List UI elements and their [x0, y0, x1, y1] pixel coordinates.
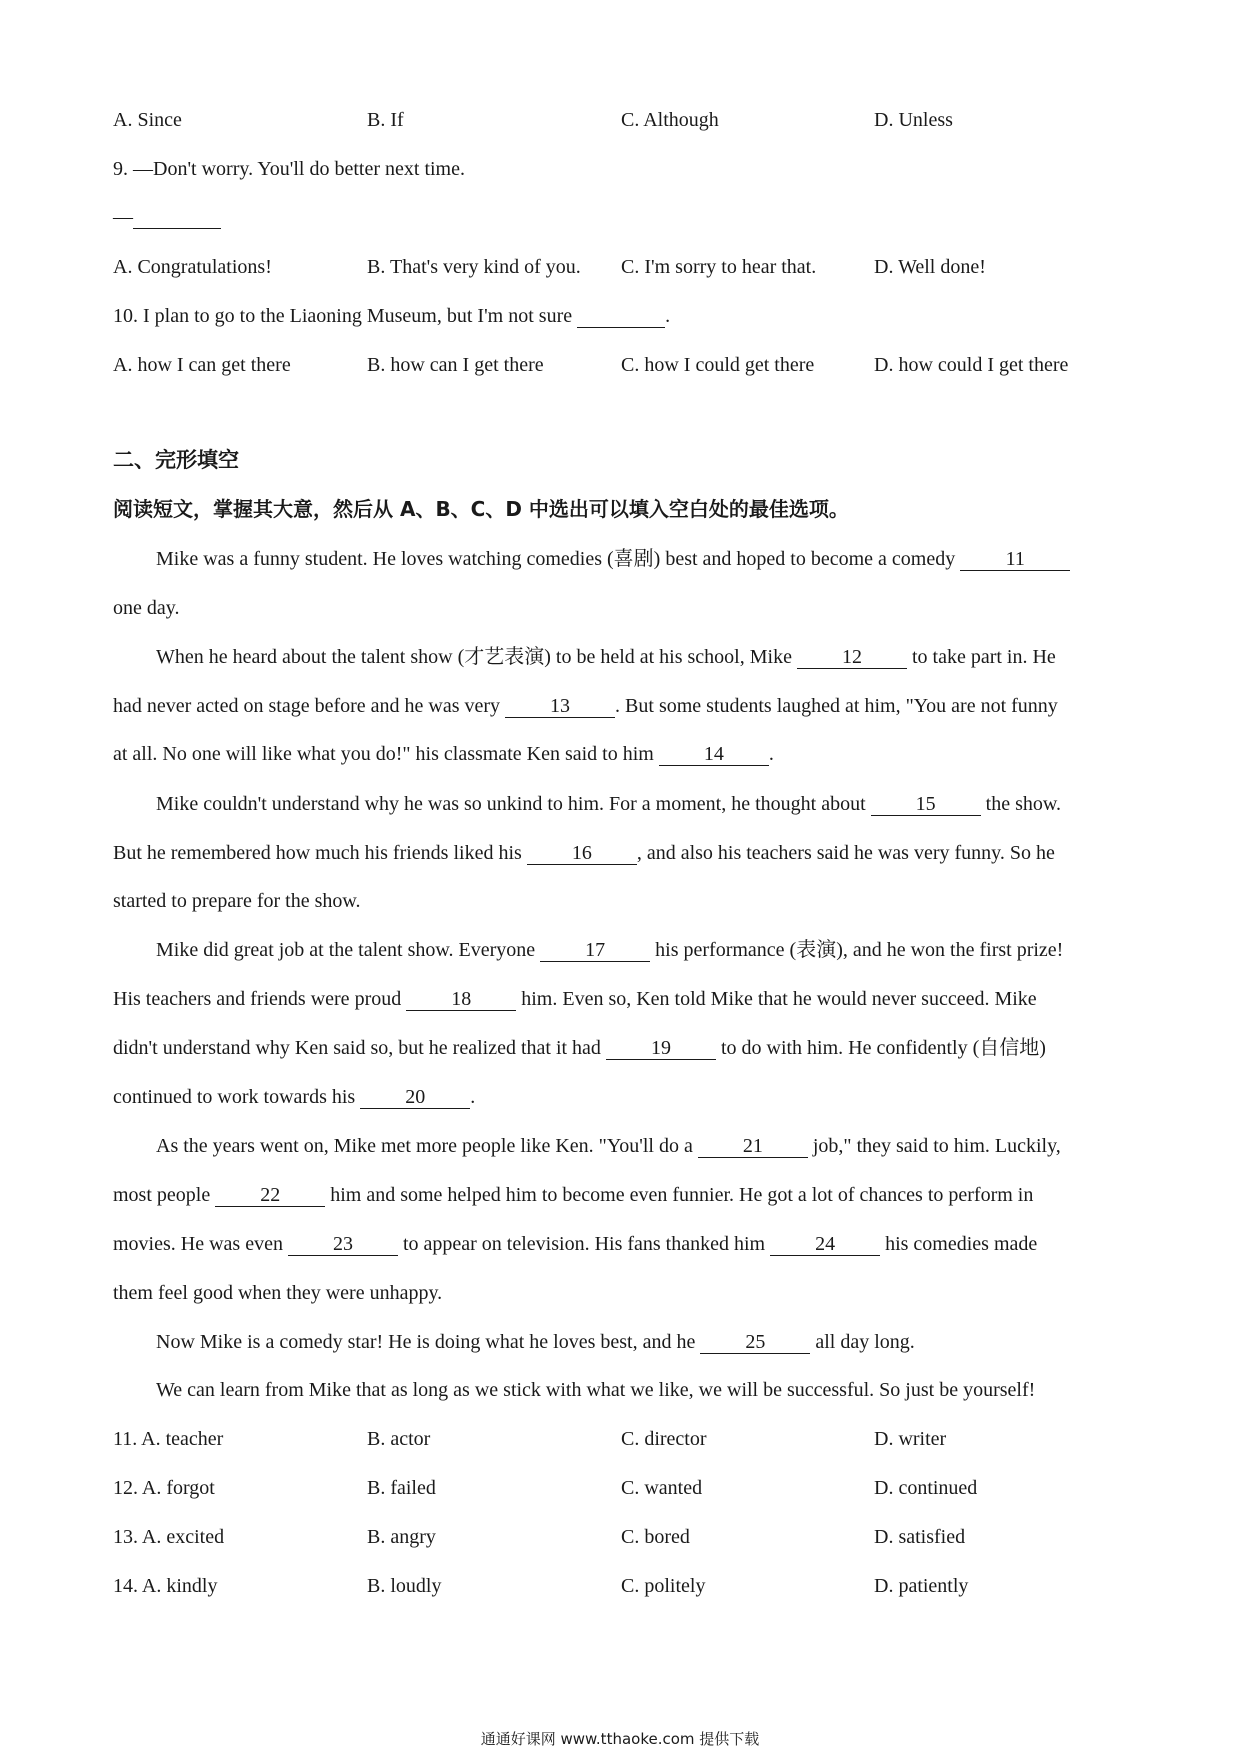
passage-line — [156, 937, 1063, 963]
q9-dash: — — [113, 206, 133, 228]
q10-option-a: A. how I can get there — [113, 354, 291, 376]
q12-option-c: C. wanted — [621, 1477, 703, 1499]
passage-text: . — [768, 743, 774, 765]
q13-option-b: B. angry — [367, 1526, 436, 1548]
q9-stem: 9. —Don't worry. You'll do better next time. — [113, 158, 465, 180]
q10-stem — [113, 303, 670, 329]
q10-options — [113, 352, 1133, 378]
passage-line: one day. — [113, 597, 180, 619]
q11-option-d: D. writer — [874, 1428, 947, 1450]
q9-options — [113, 254, 1133, 280]
passage-text: Now Mike is a comedy star! He is doing what he loves best, and he — [156, 1331, 701, 1353]
blank-12: 12 — [797, 646, 907, 669]
passage-line — [113, 986, 1037, 1012]
blank-11: 11 — [960, 548, 1070, 571]
passage-line — [113, 840, 1055, 866]
q14-option-a: 14. A. kindly — [113, 1575, 218, 1597]
passage-text: , and also his teachers said he was very funny. So he — [636, 842, 1055, 864]
blank-14: 14 — [659, 743, 769, 766]
passage-text: all day long. — [810, 1331, 915, 1353]
q8-option-d: D. Unless — [874, 109, 953, 131]
q8-option-a: A. Since — [113, 109, 182, 131]
passage-line — [156, 1133, 1061, 1159]
blank-21: 21 — [698, 1135, 808, 1158]
q10-option-c: C. how I could get there — [621, 354, 815, 376]
q13-option-c: C. bored — [621, 1526, 690, 1548]
q9-option-c: C. I'm sorry to hear that. — [621, 256, 817, 278]
passage-text: As the years went on, Mike met more people like Ken. "You'll do a — [156, 1135, 698, 1157]
passage-line — [113, 1182, 1033, 1208]
q11-option-c: C. director — [621, 1428, 707, 1450]
q11-option-b: B. actor — [367, 1428, 431, 1450]
page-footer: 通通好课网 www.tthaoke.com 提供下载 — [480, 1730, 760, 1748]
passage-text: his comedies made — [880, 1233, 1038, 1255]
q13-option-a: 13. A. excited — [113, 1526, 225, 1548]
q12-option-a: 12. A. forgot — [113, 1477, 215, 1499]
q8-options — [113, 107, 1133, 133]
q14-options — [113, 1573, 1133, 1599]
blank-19: 19 — [606, 1037, 716, 1060]
passage-text: his performance (表演), and he won the first prize! — [650, 939, 1064, 961]
passage-text: movies. He was even — [113, 1233, 288, 1255]
passage-text: to appear on television. His fans thanked him — [397, 1233, 771, 1255]
q8-option-b: B. If — [367, 109, 404, 131]
section-title: 二、完形填空 — [113, 448, 239, 472]
section-instruction: 阅读短文，掌握其大意，然后从 A、B、C、D 中选出可以填入空白处的最佳选项。 — [113, 497, 849, 521]
passage-text: him and some helped him to become even funnier. He got a lot of chances to perform in — [325, 1184, 1034, 1206]
passage-line — [156, 791, 1061, 817]
blank-22: 22 — [215, 1184, 325, 1207]
passage-line — [113, 1035, 1046, 1061]
passage-text: had never acted on stage before and he was very — [113, 695, 506, 717]
passage-text: at all. No one will like what you do!" his classmate Ken said to him — [113, 743, 659, 765]
passage-text: His teachers and friends were proud — [113, 988, 407, 1010]
q13-options — [113, 1524, 1133, 1550]
q11-options — [113, 1426, 1133, 1452]
passage-line: them feel good when they were unhappy. — [113, 1282, 443, 1304]
q9-option-b: B. That's very kind of you. — [367, 256, 581, 278]
q9-option-d: D. Well done! — [874, 256, 986, 278]
blank-23: 23 — [288, 1233, 398, 1256]
q8-option-c: C. Although — [621, 109, 719, 131]
blank-18: 18 — [406, 988, 516, 1011]
passage-text: Mike couldn't understand why he was so unkind to him. For a moment, he thought about — [156, 793, 871, 815]
q11-option-a: 11. A. teacher — [113, 1428, 224, 1450]
q9-option-a: A. Congratulations! — [113, 256, 272, 278]
blank-15: 15 — [871, 793, 981, 816]
q13-option-d: D. satisfied — [874, 1526, 966, 1548]
passage-text: Mike did great job at the talent show. Everyone — [156, 939, 541, 961]
q10-stem-text: 10. I plan to go to the Liaoning Museum, but I'm not sure — [113, 305, 578, 327]
passage-text: job," they said to him. Luckily, — [807, 1135, 1061, 1157]
q10-option-b: B. how can I get there — [367, 354, 544, 376]
passage-text: continued to work towards his — [113, 1086, 361, 1108]
q10-option-d: D. how could I get there — [874, 354, 1069, 376]
passage-line: We can learn from Mike that as long as we stick with what we like, we will be successful. So just be yourself! — [156, 1379, 1036, 1401]
passage-text: most people — [113, 1184, 216, 1206]
passage-line — [156, 1329, 915, 1355]
passage-text: to do with him. He confidently (自信地) — [715, 1037, 1046, 1059]
passage-text: . — [470, 1086, 476, 1108]
blank-16: 16 — [527, 842, 637, 865]
blank-13: 13 — [505, 695, 615, 718]
passage-line — [113, 1084, 475, 1110]
blank-20: 20 — [360, 1086, 470, 1109]
passage-text: didn't understand why Ken said so, but he realized that it had — [113, 1037, 606, 1059]
blank-25: 25 — [700, 1331, 810, 1354]
passage-text: . But some students laughed at him, "You are not funny — [615, 695, 1058, 717]
passage-text: him. Even so, Ken told Mike that he would never succeed. Mike — [516, 988, 1037, 1010]
passage-text: to take part in. He — [906, 646, 1056, 668]
passage-line — [156, 644, 1056, 670]
q12-options — [113, 1475, 1133, 1501]
q9-answer-line — [113, 204, 221, 230]
passage-line — [156, 546, 1070, 572]
passage-line — [113, 741, 774, 767]
passage-text: But he remembered how much his friends liked his — [113, 842, 527, 864]
q12-option-d: D. continued — [874, 1477, 978, 1499]
passage-line: started to prepare for the show. — [113, 890, 361, 912]
q9-blank — [133, 206, 221, 229]
q14-option-c: C. politely — [621, 1575, 706, 1597]
passage-text: the show. — [980, 793, 1062, 815]
blank-17: 17 — [540, 939, 650, 962]
passage-line — [113, 1231, 1037, 1257]
passage-text: Mike was a funny student. He loves watching comedies (喜剧) best and hoped to become a comedy — [156, 548, 961, 570]
passage-text: When he heard about the talent show (才艺表演) to be held at his school, Mike — [156, 646, 797, 668]
blank-24: 24 — [770, 1233, 880, 1256]
passage-line — [113, 693, 1058, 719]
q14-option-d: D. patiently — [874, 1575, 969, 1597]
q12-option-b: B. failed — [367, 1477, 436, 1499]
q10-blank — [577, 305, 665, 328]
q10-stem-end: . — [665, 305, 671, 327]
q14-option-b: B. loudly — [367, 1575, 442, 1597]
